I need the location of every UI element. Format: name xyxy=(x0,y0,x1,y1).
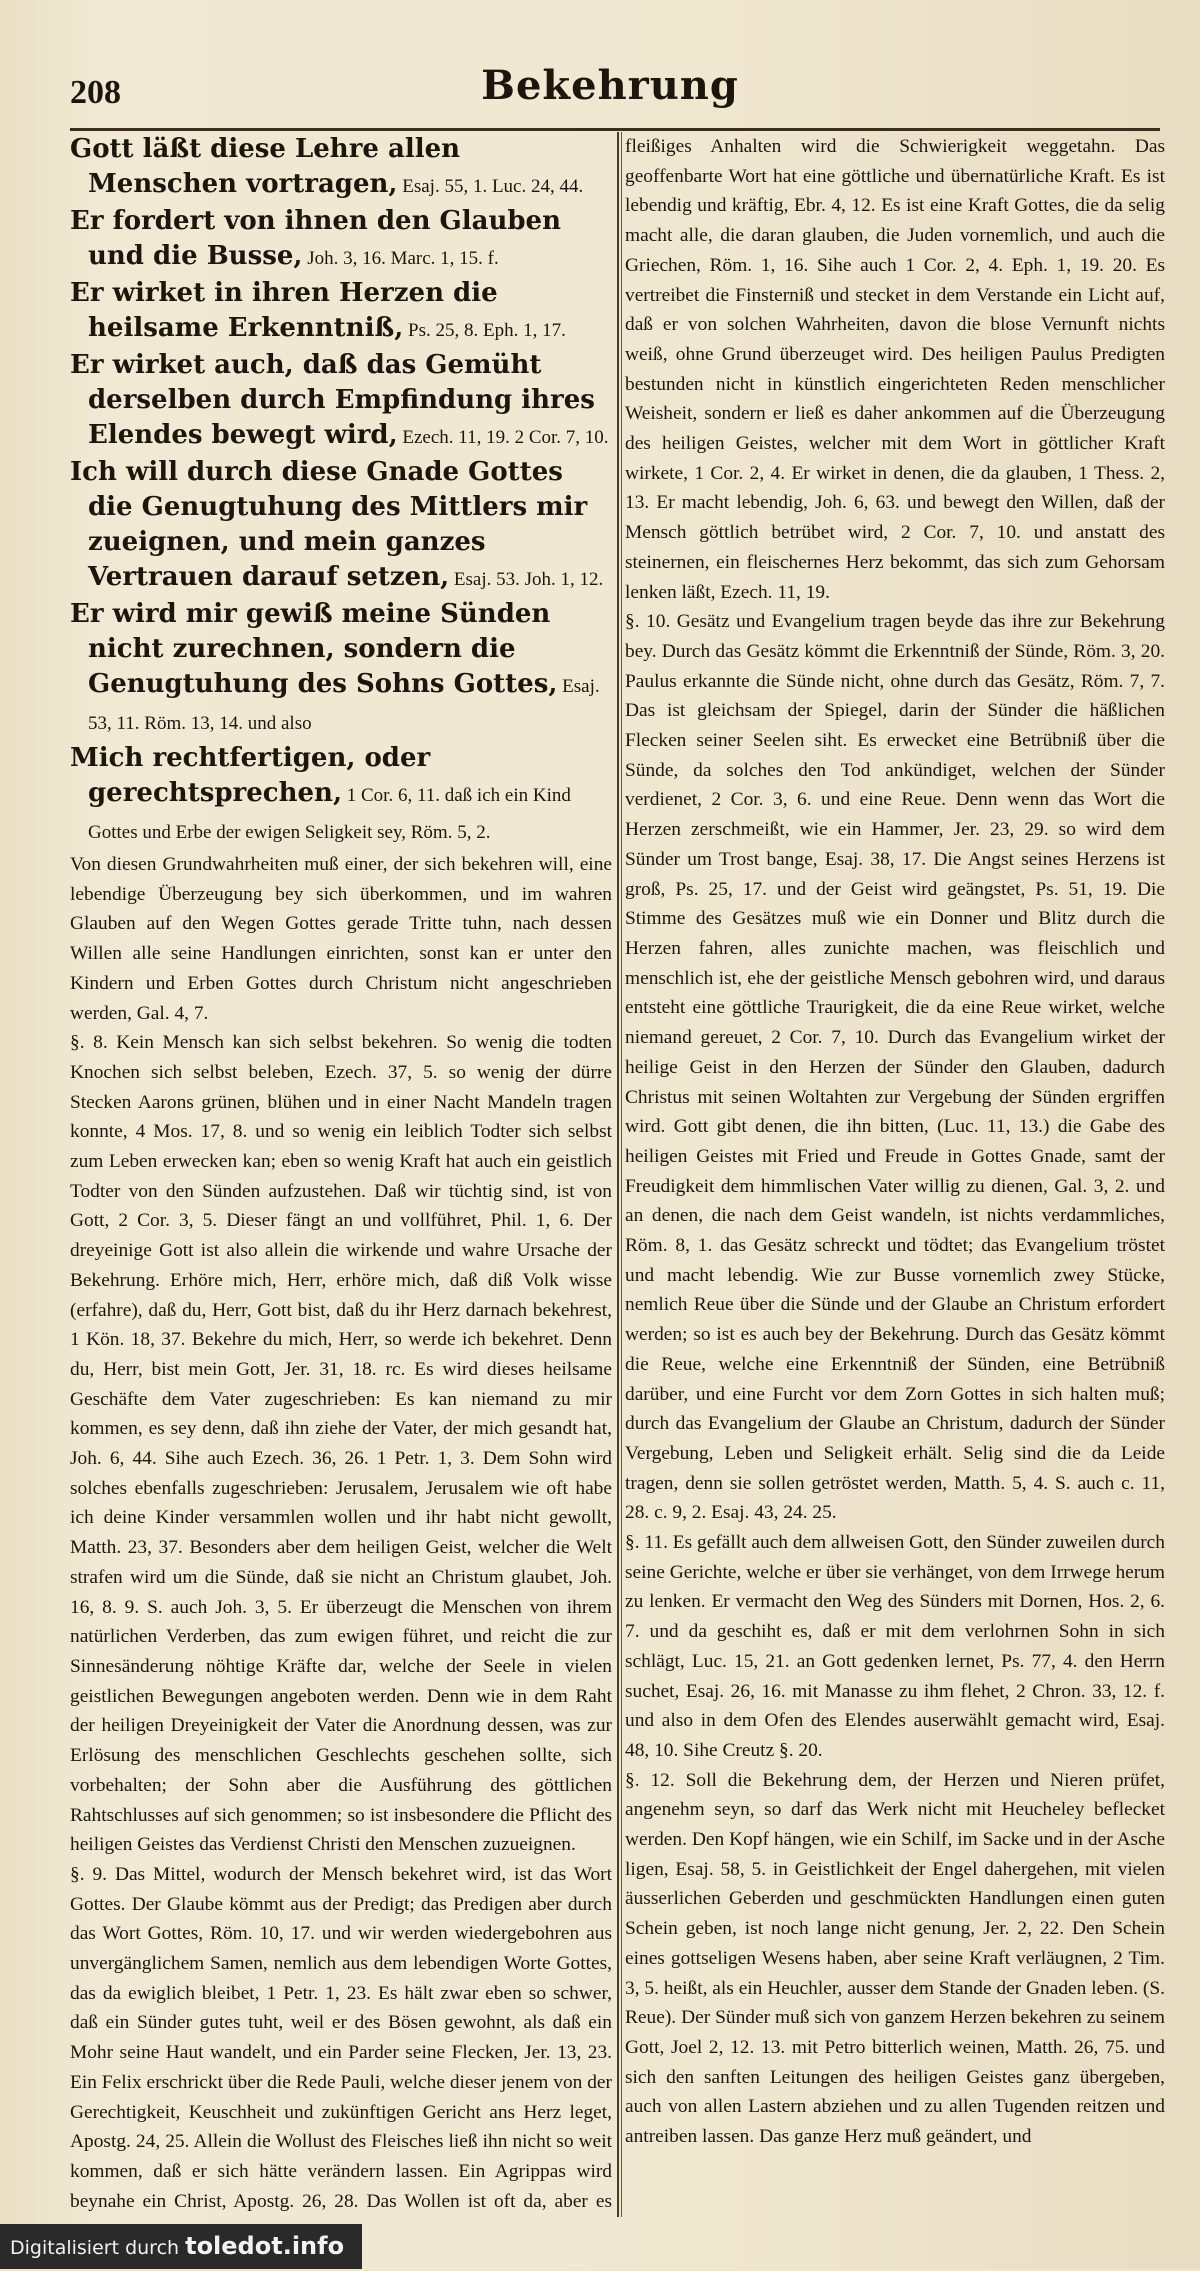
page-number: 208 xyxy=(70,74,121,111)
header-rule xyxy=(70,128,1160,131)
right-column xyxy=(625,132,1165,2217)
paragraph-section-10: §. 10. Gesätz und Evangelium tragen beyde das ihre zur Bekehrung bey. Durch das Gesätz kömmt die Erkenntniß der Sünde, Röm. 3, 20. Paulus erkannte die Sünde nicht, ohne durch das Gesätz, Röm. 7, 7. Das ist gleichsam der Spiegel, darin der Sünder die häßlichen Flecken seiner Seelen siht. Es erwecket eine Betrübniß über die Sünde, da solches den Tod ankündiget, welchen der Sünder verdienet, 2 Cor. 3, 6. und eine Reue. Denn wenn das Wort die Herzen zerschmeißt, wie ein Hammer, Jer. 23, 29. so wird dem Sünder um Trost bange, Esaj. 38, 17. Die Angst seines Herzens ist groß, Ps. 25, 17. und der Geist wird geängstet, Ps. 51, 19. Die Stimme des Gesätzes muß wie ein Donner und Blitz durch die Herzen fahren, alles zunichte machen, was fleischlich und menschlich ist, ehe der geistliche Mensch gebohren wird, und daraus entsteht eine göttliche Traurigkeit, die da eine Reue wirket, welche niemand gereuet, 2 Cor. 7, 10. Durch das Evangelium wirket der heilige Geist in den Herzen der Sünder den Glauben, dadurch Christus mit seinen Woltahten zur Vergebung der Sünden ergriffen wird. Gott gibt denen, die ihn bitten, (Luc. 11, 13.) die Gabe des heiligen Geistes mit Fried und Freude in Gottes Gnade, samt der Freudigkeit dem himmlischen Vater willig zu dienen, Gal. 3, 2. und an denen, die nach dem Geist wandeln, ist nichts verdammliches, Röm. 8, 1. das Gesätz schreckt und tödtet; das Evangelium tröstet und macht lebendig. Wie zur Busse vornemlich zwey Stücke, nemlich Reue über die Sünde und der Glaube an Christum erfordert werden; so ist es auch bey der Bekehrung. Durch das Gesätz kömmt die Reue, welche eine Erkenntniß der Sünden, eine Betrübniß darüber, und eine Furcht vor dem Zorn Gottes in sich halten muß; durch das Evangelium der Glaube an Christum, dadurch der Sünder Vergebung, Leben und Seligkeit erhält. Selig sind die da Leide tragen, denn sie sollen getröstet werden, Matth. 5, 4. S. auch c. 11, 28. c. 9, 2. Esaj. 43, 24. 25. xyxy=(625,611,1165,1524)
doctrine-item: Er wird mir gewiß meine Sünden nicht zurechnen, sondern die Genugtuhung des Sohns Gottes, Esaj. 53, 11. Röm. 13, 14. und also xyxy=(70,599,600,734)
paragraph-section-8: §. 8. Kein Mensch kan sich selbst bekehren. So wenig die todten Knochen sich selbst beleben, Ezech. 37, 5. so wenig der dürre Stecken Aarons grünen, blühen und in einer Nacht Mandeln tragen konnte, 4 Mos. 17, 8. und so wenig ein leiblich Todter sich selbst zum Leben erwecken kan; eben so wenig Kraft hat auch ein geistlich Todter von den Sünden aufzustehen. Daß wir tüchtig sind, ist von Gott, 2 Cor. 3, 5. Dieser fängt an und vollführet, Phil. 1, 6. Der dreyeinige Gott ist also allein die wirkende und wahre Ursache der Bekehrung. Erhöre mich, Herr, erhöre mich, daß diß Volk wisse (erfahre), daß du, Herr, Gott bist, daß du ihr Herz darnach bekehrest, 1 Kön. 18, 37. Bekehre du mich, Herr, so werde ich bekehret. Denn du, Herr, bist mein Gott, Jer. 31, 18. rc. Es wird dieses heilsame Geschäfte dem Vater zugeschrieben: Es kan niemand zu mir kommen, es sey denn, daß ihn ziehe der Vater, der mich gesandt hat, Joh. 6, 44. Sihe auch Ezech. 36, 26. 1 Petr. 1, 3. Dem Sohn wird solches ebenfalls zugeschrieben: Jerusalem, Jerusalem wie oft habe ich deine Kinder versammlen wollen und ihr habt nicht gewollt, Matth. 23, 37. Besonders aber dem heiligen Geist, welcher die Welt strafen wird um die Sünde, daß sie nicht an Christum glaubet, Joh. 16, 8. 9. S. auch Joh. 3, 5. Er überzeugt die Menschen von ihrem natürlichen Verderben, das zum ewigen führet, und reicht die zur Sinnesänderung nöhtige Kräfte dar, welche der Seele in vielen geistlichen Bewegungen angeboten werden. Denn wie in dem Raht der heiligen Dreyeinigkeit der Vater die Anordnung dessen, was zur Erlösung des menschlichen Geschlechts geschehen sollte, sich vorbehalten; der Sohn aber die Ausführung des göttlichen Rahtschlusses auf sich genommen; so ist insbesondere die Pflicht des heiligen Geistes das Verdienst Christi den Menschen zuzueignen. xyxy=(70,1032,612,1856)
credit-brand: toledot.info xyxy=(185,2232,345,2260)
column-divider xyxy=(617,132,619,2217)
doctrine-item: Er wirket auch, daß das Gemüht derselben durch Empfindung ihres Elendes bewegt wird, Ezech. 11, 19. 2 Cor. 7, 10. xyxy=(70,350,609,450)
doctrine-item: Er wirket in ihren Herzen die heilsame Erkenntniß, Ps. 25, 8. Eph. 1, 17. xyxy=(70,278,566,343)
paragraph-section-12: §. 12. Soll die Bekehrung dem, der Herzen und Nieren prüfet, angenehm seyn, so darf das Werk nicht mit Heucheley beflecket werden. Den Kopf hängen, wie ein Schilf, im Sacke und in der Asche ligen, Esaj. 58, 5. in Geistlichkeit der Engel dahergehen, mit vielen äusserlichen Geberden und geschmückten Handlungen einen guten Schein geben, ist noch lange nicht genung, Jer. 2, 22. Den Schein eines gottseligen Wesens haben, aber seine Kraft verläugnen, 2 Tim. 3, 5. heißt, als ein Heuchler, ausser dem Stande der Gnaden leben. (S. Reue). Der Sünder muß sich von ganzem Herzen bekehren zu seinem Gott, Joel 2, 12. 13. mit Petro bitterlich weinen, Matth. 26, 75. und sich den sanften Leitungen des heiligen Geistes ganz übergeben, auch von allen Lastern abziehen und zu allen Tugenden reitzen und antreiben lassen. Das ganze Herz muß geändert, und xyxy=(625,1769,1165,2148)
left-column xyxy=(70,132,612,2217)
doctrine-item: Mich rechtfertigen, oder gerechtsprechen, 1 Cor. 6, 11. daß ich ein Kind Gottes und Erbe der ewigen Seligkeit sey, Röm. 5, 2. xyxy=(70,743,571,843)
doctrine-item: Er fordert von ihnen den Glauben und die Busse, Joh. 3, 16. Marc. 1, 15. f. xyxy=(70,206,561,271)
doctrine-item: Gott läßt diese Lehre allen Menschen vortragen, Esaj. 55, 1. Luc. 24, 44. xyxy=(70,134,584,199)
paragraph-section-9: §. 9. Das Mittel, wodurch der Mensch bekehret wird, ist das Wort Gottes. Der Glaube kömmt aus der Predigt; das Predigen aber durch das Wort Gottes, Röm. 10, 17. und wir werden wiedergebohren aus unvergänglichem Samen, nemlich aus dem lebendigen Worte Gottes, das da ewiglich bleibet, 1 Petr. 1, 23. Es hält zwar eben so schwer, daß ein Sünder gutes tuht, weil er des Bösen gewohnt, als daß ein Mohr seine Haut wandelt, und ein Parder seine Flecken, Jer. 13, 23. Ein Felix erschrickt über die Rede Pauli, welche dieser jenem von der Gerechtigkeit, Keuschheit und zukünftigen Gericht ans Herz leget, Apostg. 24, 25. Allein die Wollust des Fleisches ließ ihn nicht so weit kommen, daß er sich hätte verändern lassen. Ein Agrippas wird beynahe ein Christ, Apostg. 26, 28. Das Wollen ist oft da, aber es xyxy=(70,1863,612,2212)
doctrine-list xyxy=(70,132,612,850)
credit-prefix: Digitalisiert durch xyxy=(10,2237,186,2259)
doctrine-item: Ich will durch diese Gnade Gottes die Genugtuhung des Mittlers mir zueignen, und mein ganzes Vertrauen darauf setzen, Esaj. 53. Joh. 1, 12. xyxy=(70,457,604,592)
page-header xyxy=(70,44,1150,124)
digitization-credit xyxy=(0,2224,362,2269)
running-head: Bekehrung xyxy=(481,62,739,109)
paragraph: Von diesen Grundwahrheiten muß einer, der sich bekehren will, eine lebendige Überzeugung bey sich überkommen, und im wahren Glauben auf den Wegen Gottes gerade Tritte tuhn, nach dessen Willen alle seine Handlungen einrichten, sonst kan er unter den Kindern und Erben Gottes durch Christum nicht angeschrieben werden, Gal. 4, 7. xyxy=(70,854,612,1024)
paragraph-continuation: fleißiges Anhalten wird die Schwierigkeit weggetahn. Das geoffenbarte Wort hat eine göttliche und übernatürliche Kraft. Es ist lebendig und kräftig, Ebr. 4, 12. Es ist eine Kraft Gottes, die da selig macht alle, die daran glauben, die Juden vornemlich, und auch die Griechen, Röm. 1, 16. Sihe auch 1 Cor. 2, 4. Eph. 1, 19. 20. Es vertreibet die Finsterniß und stecket in dem Verstande ein Licht auf, daß er von solchen Wahrheiten, davon die blose Vernunft nichts weiß, ohne Grund überzeuget wird. Des heiligen Paulus Predigten bestunden nicht in künstlich eingerichteten Reden menschlicher Weisheit, sondern er ließ es daher ankommen auf die Überzeugung des heiligen Geistes, welcher mit dem Wort in göttlicher Kraft wirkete, 1 Cor. 2, 4. Er wirket in denen, die da glauben, 1 Thess. 2, 13. Er macht lebendig, Joh. 6, 63. und bewegt den Willen, daß der Mensch göttlich betrübet wird, 2 Cor. 7, 10. und anstatt des steinernen, ein fleischernes Herz bekommt, das sich zum Gehorsam lenken läßt, Ezech. 11, 19. xyxy=(625,136,1165,603)
paragraph-section-11: §. 11. Es gefällt auch dem allweisen Gott, den Sünder zuweilen durch seine Gerichte, welche er über sie verhänget, von dem Irrwege herum zu lenken. Er vermacht den Weg des Sünders mit Dornen, Hos. 2, 6. 7. und da geschiht es, daß er mit dem verlohrnen Sohn in sich schlägt, Luc. 15, 21. an Gott gedenken lernet, Ps. 77, 4. den Herrn suchet, Esaj. 26, 16. mit Manasse zu ihm flehet, 2 Chron. 33, 12. f. und also in dem Ofen des Elendes auserwählt gemacht wird, Esaj. 48, 10. Sihe Creutz §. 20. xyxy=(625,1532,1165,1761)
